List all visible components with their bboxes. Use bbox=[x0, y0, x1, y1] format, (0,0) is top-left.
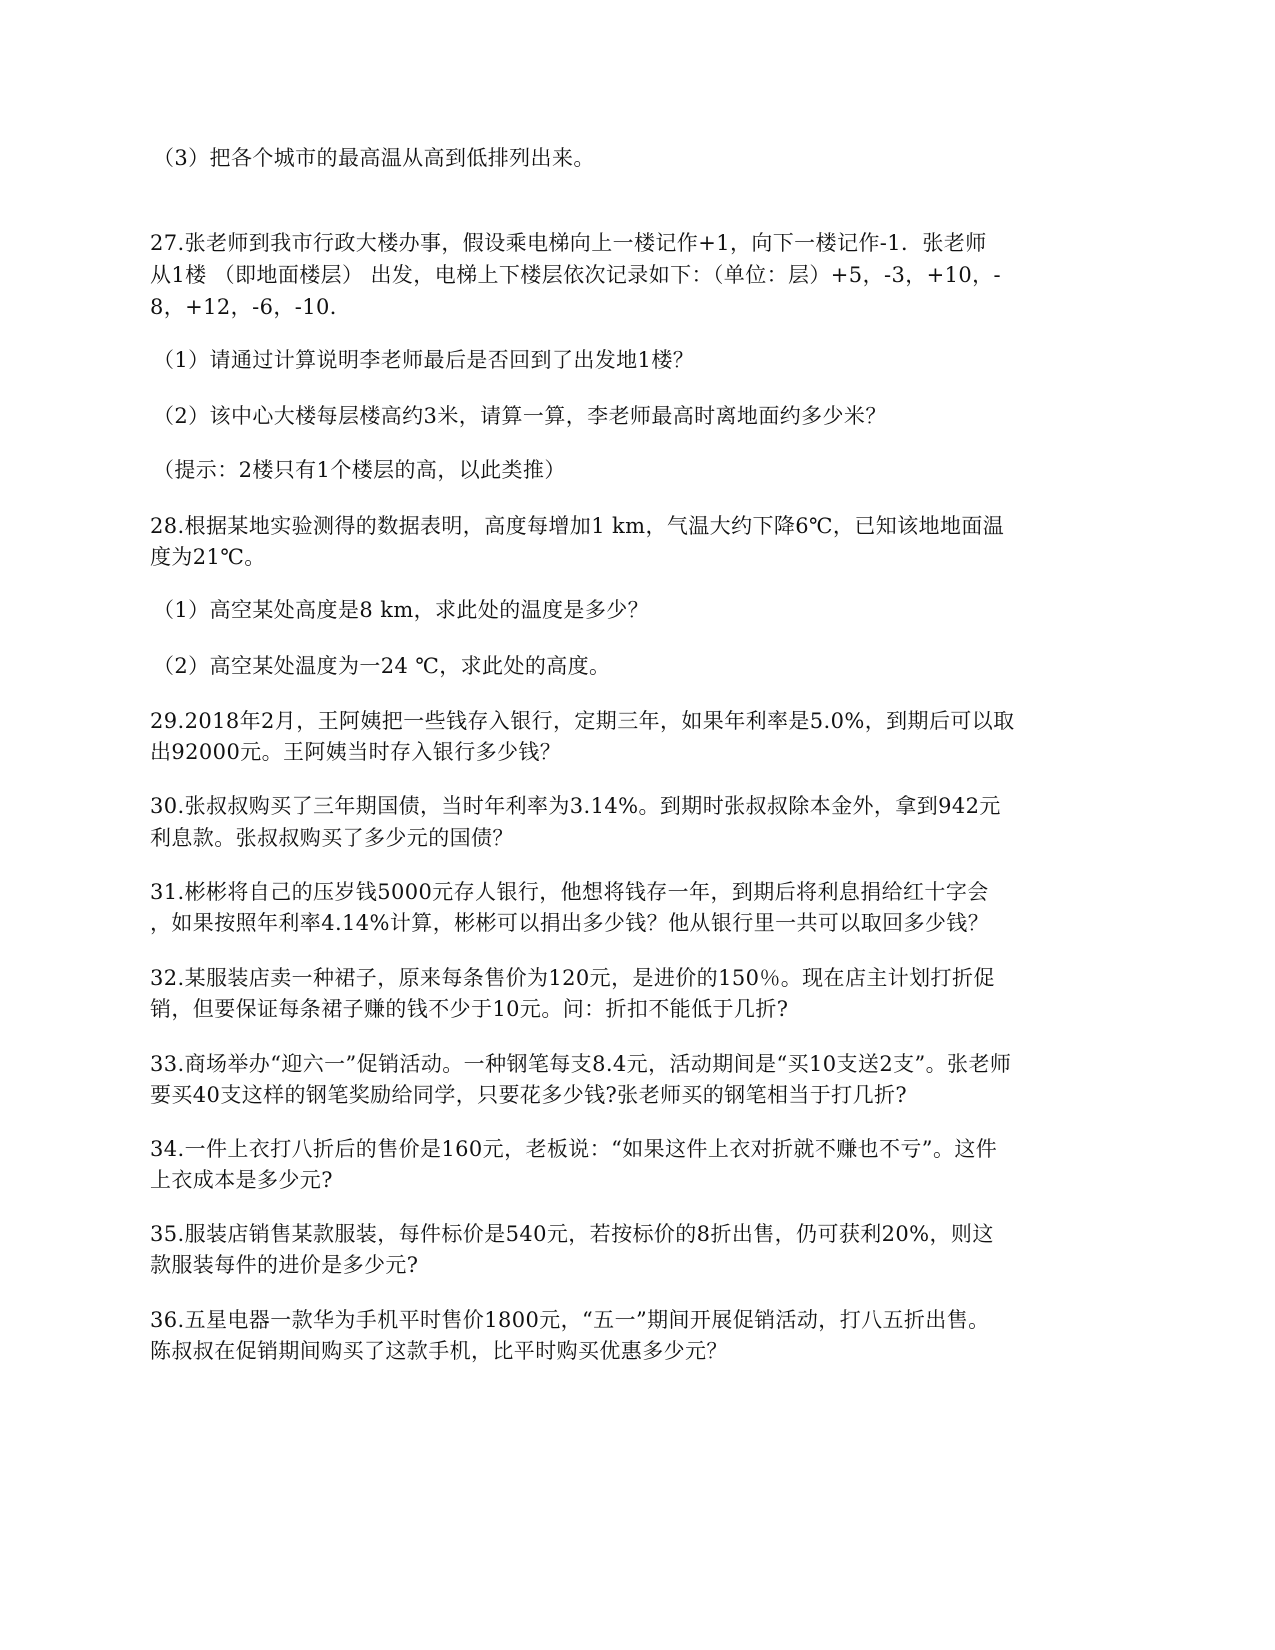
question-27-hint: （提示：2楼只有1个楼层的高，以此类推） bbox=[153, 458, 566, 482]
question-35-line-2: 款服装每件的进价是多少元? bbox=[150, 1253, 419, 1277]
question-28-line-2: 度为21℃。 bbox=[150, 545, 266, 569]
question-36-line-1: 36.五星电器一款华为手机平时售价1800元，“五一”期间开展促销活动，打八五折出售。 bbox=[150, 1308, 990, 1332]
question-27-line-2: 从1楼 （即地面楼层） 出发，电梯上下楼层依次记录如下：（单位：层）+5，-3，+10，- bbox=[150, 263, 1002, 287]
question-33-line-2: 要买40支这样的钢笔奖励给同学，只要花多少钱?张老师买的钢笔相当于打几折? bbox=[150, 1083, 908, 1107]
question-31-line-2: ，如果按照年利率4.14%计算，彬彬可以捐出多少钱？他从银行里一共可以取回多少钱？ bbox=[150, 911, 990, 935]
question-29-line-1: 29.2018年2月，王阿姨把一些钱存入银行，定期三年，如果年利率是5.0%，到期后可以取 bbox=[150, 709, 1015, 733]
question-30-line-1: 30.张叔叔购买了三年期国债，当时年利率为3.14%。到期时张叔叔除本金外，拿到942元 bbox=[150, 794, 1001, 818]
question-28-line-1: 28.根据某地实验测得的数据表明，高度每增加1 km，气温大约下降6℃，已知该地地面温 bbox=[150, 514, 1005, 538]
question-30-line-2: 利息款。张叔叔购买了多少元的国债？ bbox=[150, 826, 514, 850]
question-27-line-3: 8，+12，-6，-10． bbox=[150, 295, 352, 319]
question-32-line-2: 销，但要保证每条裙子赚的钱不少于10元。问：折扣不能低于几折? bbox=[150, 997, 789, 1021]
question-27-part-2: （2）该中心大楼每层楼高约3米，请算一算，李老师最高时离地面约多少米？ bbox=[153, 404, 887, 428]
question-29-line-2: 出92000元。王阿姨当时存入银行多少钱？ bbox=[150, 740, 562, 764]
question-28-part-2: （2）高空某处温度为一24 ℃，求此处的高度。 bbox=[153, 654, 611, 678]
question-31-line-1: 31.彬彬将自己的压岁钱5000元存人银行，他想将钱存一年，到期后将利息捐给红十字会 bbox=[150, 880, 989, 904]
question-36-line-2: 陈叔叔在促销期间购买了这款手机，比平时购买优惠多少元？ bbox=[150, 1339, 728, 1363]
question-34-line-2: 上衣成本是多少元? bbox=[150, 1168, 333, 1192]
question-32-line-1: 32.某服装店卖一种裙子，原来每条售价为120元，是进价的150％。现在店主计划打折促 bbox=[150, 966, 995, 990]
question-34-line-1: 34.一件上衣打八折后的售价是160元，老板说：“如果这件上衣对折就不赚也不亏”。这件 bbox=[150, 1137, 998, 1161]
question-35-line-1: 35.服装店销售某款服装，每件标价是540元，若按标价的8折出售，仍可获利20%，则这 bbox=[150, 1222, 994, 1246]
question-28-part-1: （1）高空某处高度是8 km，求此处的温度是多少？ bbox=[153, 598, 650, 622]
question-26-part-3: （3）把各个城市的最高温从高到低排列出来。 bbox=[153, 146, 595, 170]
question-27-part-1: （1）请通过计算说明李老师最后是否回到了出发地1楼？ bbox=[153, 348, 695, 372]
question-27-line-1: 27.张老师到我市行政大楼办事，假设乘电梯向上一楼记作+1，向下一楼记作-1．张老师 bbox=[150, 231, 987, 255]
question-33-line-1: 33.商场举办“迎六一”促销活动。一种钢笔每支8.4元，活动期间是“买10支送2支”。张老师 bbox=[150, 1052, 1012, 1076]
